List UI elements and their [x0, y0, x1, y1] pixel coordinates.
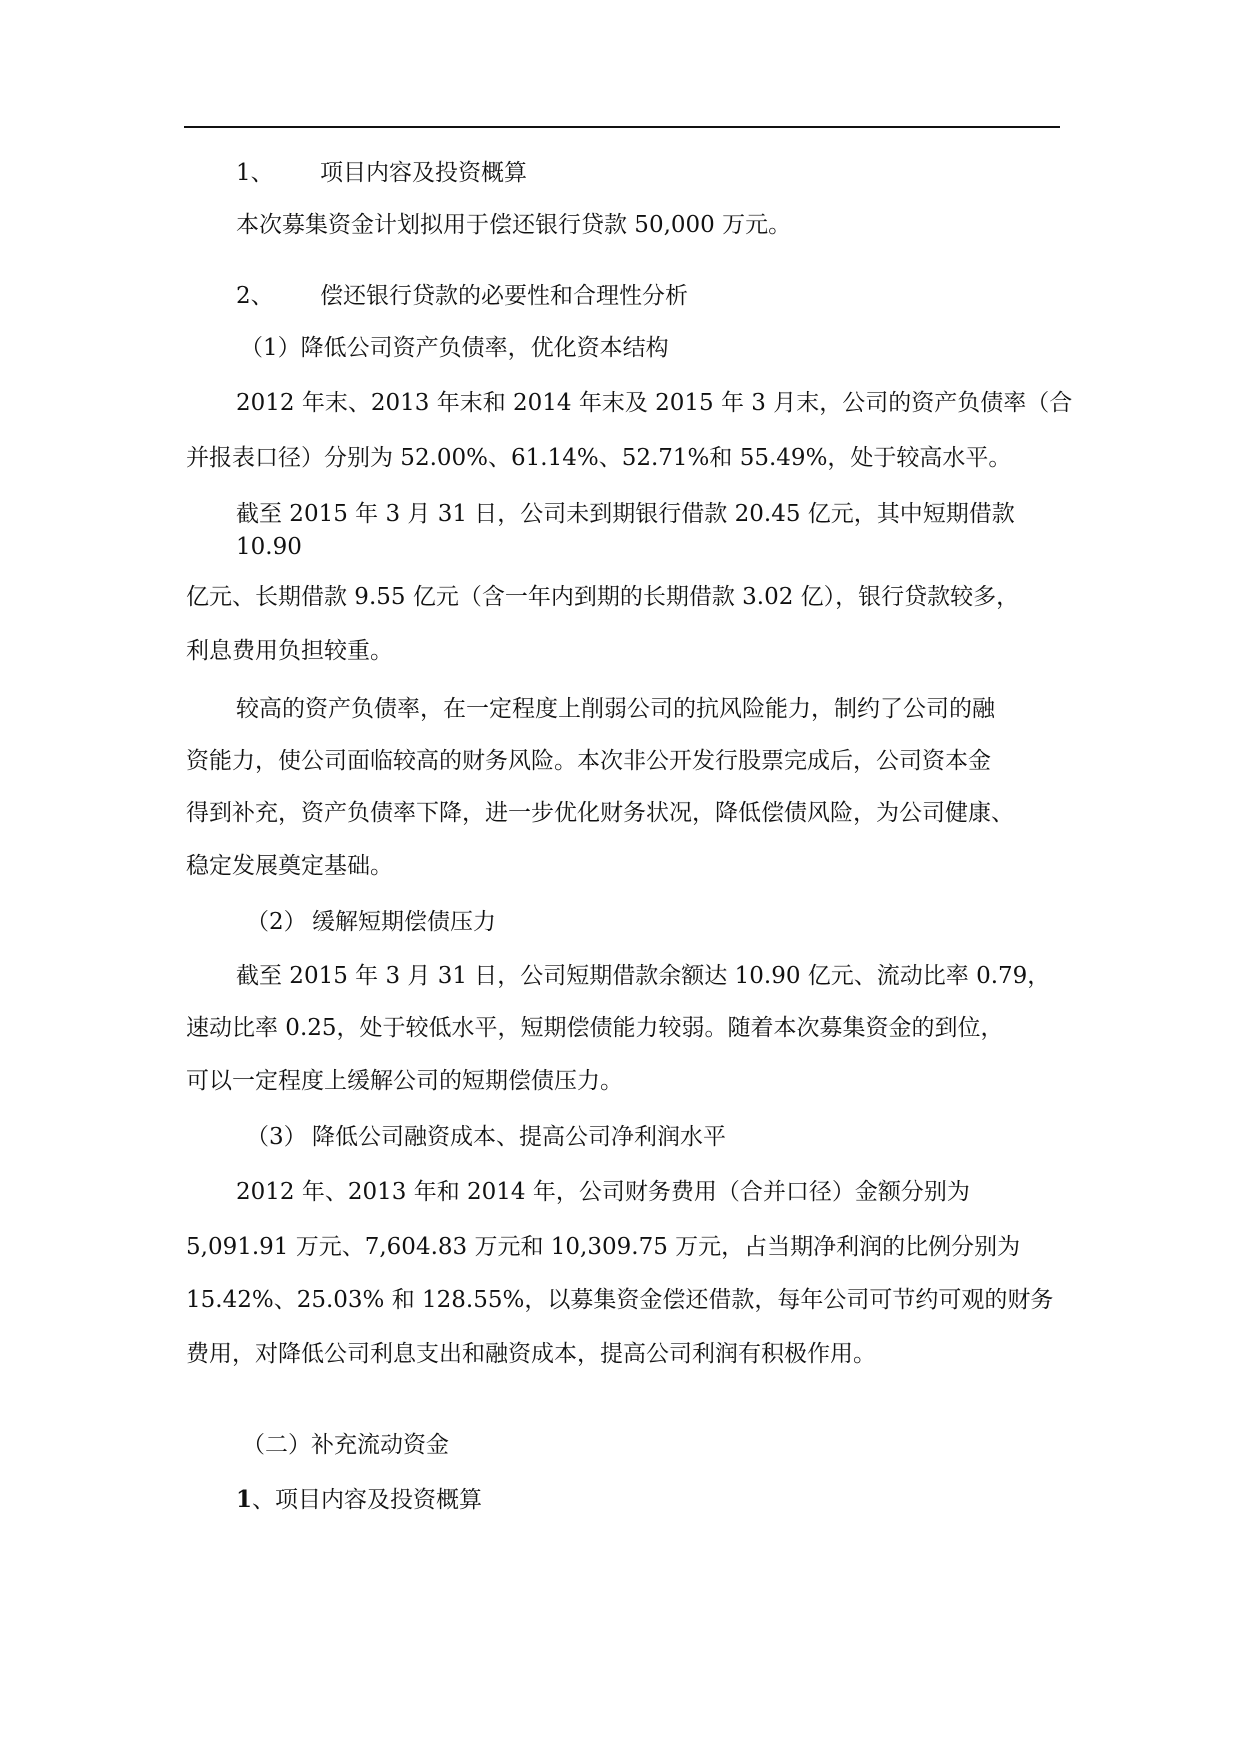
sub-2-number: （2） — [246, 909, 307, 935]
para-3-line-1: 较高的资产负债率，在一定程度上削弱公司的抗风险能力，制约了公司的融 — [236, 696, 995, 722]
para-5-line-3: 15.42%、25.03% 和 128.55%，以募集资金偿还借款，每年公司可节约可观的财务 — [186, 1287, 1054, 1313]
para-4-line-1: 截至 2015 年 3 月 31 日，公司短期借款余额达 10.90 亿元、流动比率 0.79， — [236, 963, 1051, 989]
section-1-title: 项目内容及投资概算 — [320, 160, 527, 186]
para-2-line-4: 利息费用负担较重。 — [186, 638, 393, 664]
part-2-item-1-heading — [236, 1485, 1136, 1515]
para-3-line-2: 资能力，使公司面临较高的财务风险。本次非公开发行股票完成后，公司资本金 — [186, 748, 991, 774]
part-2-item-1-title: 、项目内容及投资概算 — [252, 1487, 483, 1513]
section-1-heading — [236, 158, 1136, 188]
para-4-line-3: 可以一定程度上缓解公司的短期偿债压力。 — [186, 1068, 623, 1094]
sub-2-heading — [246, 907, 1146, 937]
para-3-line-3: 得到补充，资产负债率下降，进一步优化财务状况，降低偿债风险，为公司健康、 — [186, 800, 1014, 826]
para-1-line-1: 2012 年末、2013 年末和 2014 年末及 2015 年 3 月末，公司的资产负债率（合 — [236, 390, 1073, 416]
header-rule — [184, 126, 1060, 128]
para-3-line-4: 稳定发展奠定基础。 — [186, 853, 393, 879]
section-1-text: 本次募集资金计划拟用于偿还银行贷款 50,000 万元。 — [236, 212, 792, 238]
sub-3-number: （3） — [246, 1124, 307, 1150]
section-1-number: 1、 — [236, 160, 274, 186]
sub-3-title: 降低公司融资成本、提高公司净利润水平 — [312, 1124, 726, 1150]
para-4-line-2: 速动比率 0.25，处于较低水平，短期偿债能力较弱。随着本次募集资金的到位， — [186, 1015, 1004, 1041]
section-2-heading — [236, 281, 1136, 311]
section-2-title: 偿还银行贷款的必要性和合理性分析 — [320, 283, 688, 309]
para-5-line-4: 费用，对降低公司利息支出和融资成本，提高公司利润有积极作用。 — [186, 1341, 876, 1367]
para-5-line-2: 5,091.91 万元、7,604.83 万元和 10,309.75 万元，占当期净利润的比例分别为 — [186, 1234, 1021, 1260]
sub-1-heading: （1）降低公司资产负债率，优化资本结构 — [240, 335, 669, 361]
section-2-number: 2、 — [236, 283, 274, 309]
sub-3-heading — [246, 1122, 1146, 1152]
para-2-line-2: 10.90 — [236, 534, 302, 560]
part-2-item-1-number: 1 — [236, 1486, 253, 1513]
para-5-line-1: 2012 年、2013 年和 2014 年，公司财务费用（合并口径）金额分别为 — [236, 1179, 970, 1205]
para-2-line-3: 亿元、长期借款 9.55 亿元（含一年内到期的长期借款 3.02 亿），银行贷款较多， — [186, 584, 1020, 610]
sub-2-title: 缓解短期偿债压力 — [312, 909, 496, 935]
part-2-heading: （二）补充流动资金 — [242, 1432, 449, 1458]
para-2-line-1: 截至 2015 年 3 月 31 日，公司未到期银行借款 20.45 亿元，其中短期借款 — [236, 501, 1015, 527]
para-1-line-2: 并报表口径）分别为 52.00%、61.14%、52.71%和 55.49%，处于较高水平。 — [186, 445, 1012, 471]
